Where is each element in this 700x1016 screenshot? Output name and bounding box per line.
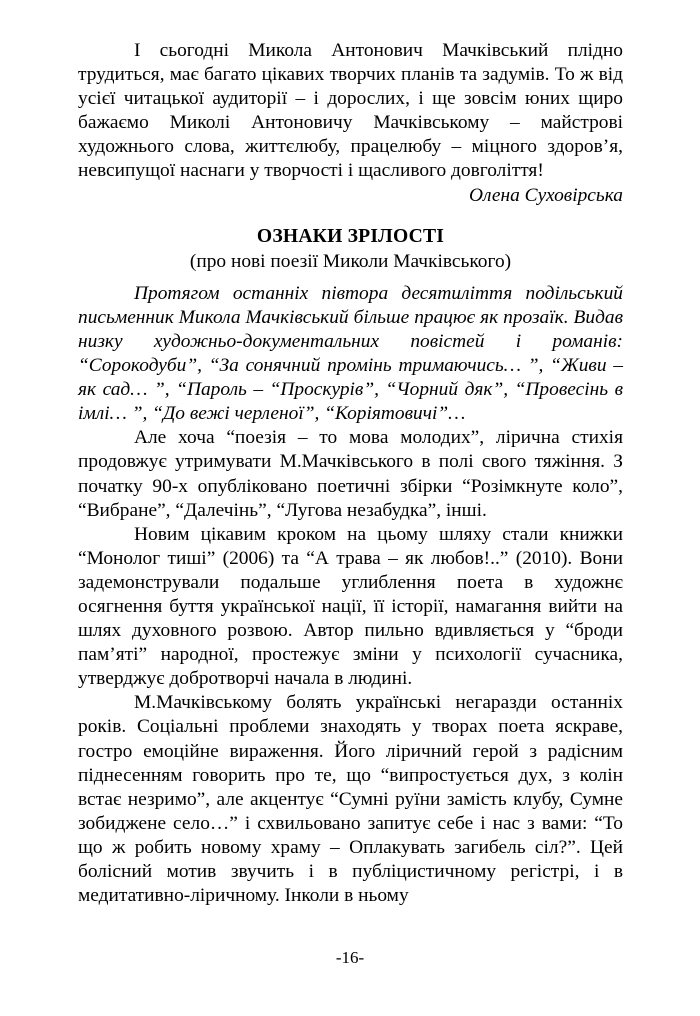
article-intro: Протягом останніх півтора десятиліття подільський письменник Микола Мачківський більше працює як прозаїк. Видав низку художньо-документальних повістей і романів: “Сорокодуби”, “За сонячний промінь тримаючись… ”, “Живи – як сад… ”, “Пароль – “Проскурів”, “Чорний дяк”, “Провесінь в імлі… ”, “До вежі черленої”, “Коріятовичі”… <box>78 282 623 425</box>
article-subtitle: (про нові поезії Миколи Мачківського) <box>189 250 512 272</box>
article-title: ОЗНАКИ ЗРІЛОСТІ <box>256 225 445 247</box>
page-number: -16- <box>335 948 365 967</box>
article-paragraph-3: М.Мачківському болять українські негаразди останніх років. Соціальні проблеми знаходять у творах поета яскраве, гостро емоційне вираження. Його ліричний герой з радісним піднесенням говорить про те, що “випростується дух, з колін встає незримо”, але акцентує “Сумні руїни замість клубу, Сумне зобиджене село…” і схвильовано запитує себе і нас з вами: “То що ж робить новому храму – Оплакувать загибель сіл?”. Цей болісний мотив звучить і в публіцистичному регістрі, і в медитативно-ліричному. Інколи в ньому <box>78 692 623 907</box>
document-page <box>78 39 623 908</box>
article-paragraph-2: Новим цікавим кроком на цьому шляху стали книжки “Монолог тиші” (2006) та “А трава – як любов!..” (2010). Вони задемонстрували подальше углиблення поета в художнє осягнення буття української нації, її історії, намагання вийти на шлях духовного розвою. Автор пильно вдивляється у “броди пам’яті” народної, простежує зміни у психології сучасника, утверджує добротворчі начала в людині. <box>78 523 623 690</box>
closing-paragraph: І сьогодні Микола Антонович Мачківський плідно трудиться, має багато цікавих творчих планів та задумів. То ж від усієї читацької аудиторії – і дорослих, і ще зовсім юних щиро бажаємо Миколі Антоновичу Мачківському – майстрові художнього слова, життєлюбу, працелюбу – міцного здоров’я, невсипущої наснаги у творчості і щасливого довголіття! <box>78 40 623 182</box>
author-signature: Олена Суховірська <box>468 184 623 206</box>
article-paragraph-1: Але хоча “поезія – то мова молодих”, лірична стихія продовжує утримувати М.Мачківського в полі свого тяжіння. З початку 90-х опубліковано поетичні збірки “Розімкнуте коло”, “Вибране”, “Далечінь”, “Лугова незабудка”, інші. <box>78 427 623 521</box>
